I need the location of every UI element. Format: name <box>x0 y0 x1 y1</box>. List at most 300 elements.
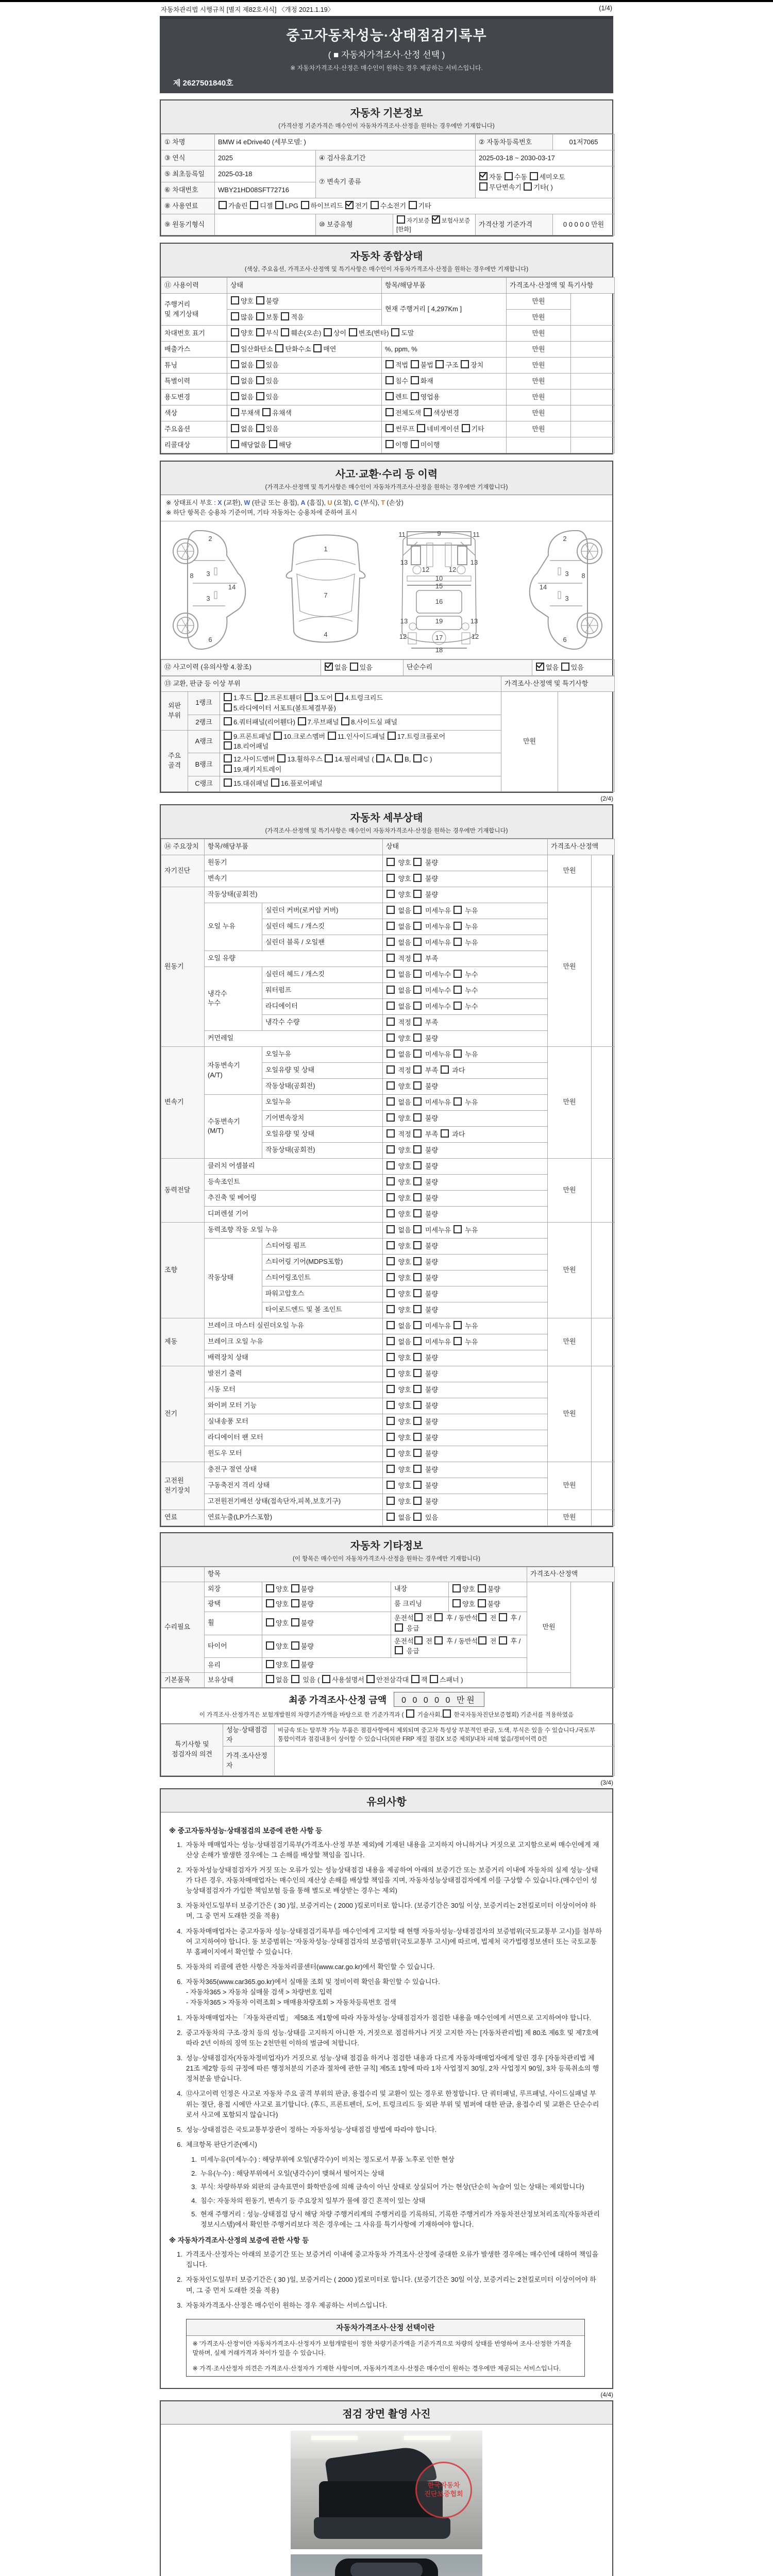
checkbox[interactable] <box>256 424 264 432</box>
value-cell <box>382 421 507 437</box>
checkbox-checked[interactable] <box>345 201 354 209</box>
checkbox[interactable] <box>413 922 422 930</box>
checkbox[interactable] <box>386 1033 395 1042</box>
value-cell <box>161 294 227 326</box>
checkbox[interactable] <box>413 1129 422 1138</box>
cell-line: 주요옵션 <box>164 425 191 433</box>
checkbox[interactable] <box>250 201 258 209</box>
checkbox[interactable] <box>461 360 469 368</box>
checkbox[interactable] <box>313 344 322 352</box>
section-overall-status <box>160 243 613 454</box>
checkbox[interactable] <box>411 1675 419 1683</box>
checkbox[interactable] <box>266 1618 274 1626</box>
panel-number-label: 4 <box>324 630 328 638</box>
checkbox[interactable] <box>413 1177 422 1185</box>
checkbox[interactable] <box>231 312 239 320</box>
checkbox[interactable] <box>386 1385 395 1393</box>
checkbox[interactable] <box>395 1646 403 1654</box>
checkbox[interactable] <box>413 1465 422 1473</box>
checkbox[interactable] <box>397 215 405 224</box>
checkbox[interactable] <box>386 1481 395 1489</box>
checkbox[interactable] <box>275 344 283 352</box>
cell-line: 만원 <box>532 329 545 337</box>
panel-number-label: 1 <box>324 545 328 553</box>
section-basic-info <box>160 99 613 236</box>
checkbox[interactable] <box>441 1065 449 1074</box>
checkbox[interactable] <box>385 376 394 384</box>
checkbox[interactable] <box>530 172 538 180</box>
checkbox[interactable] <box>386 1353 395 1361</box>
checkbox[interactable] <box>443 1709 451 1718</box>
cell-line: ① 차명 <box>164 138 186 146</box>
checkbox[interactable] <box>453 906 462 914</box>
value-cell <box>205 1174 383 1190</box>
checkbox[interactable] <box>386 970 395 978</box>
value-cell <box>161 358 227 374</box>
checkbox[interactable] <box>385 392 394 400</box>
checkbox[interactable] <box>452 1584 461 1592</box>
checkbox[interactable] <box>385 440 394 448</box>
checkbox[interactable] <box>386 1337 395 1345</box>
value-cell <box>383 1110 548 1126</box>
checkbox[interactable] <box>291 1641 299 1650</box>
table-row <box>161 659 615 675</box>
checkbox[interactable] <box>224 765 232 773</box>
checkbox[interactable] <box>413 970 422 978</box>
checkbox[interactable] <box>413 1241 422 1249</box>
checkbox[interactable] <box>386 858 395 866</box>
accident-notes <box>161 495 612 521</box>
checkbox[interactable] <box>561 663 569 671</box>
cell-line: 추진축 및 베어링 <box>208 1194 257 1202</box>
checkbox[interactable] <box>413 754 422 762</box>
checkbox-checked[interactable] <box>432 215 440 224</box>
value-cell <box>548 1222 592 1318</box>
checkbox[interactable] <box>478 1599 486 1607</box>
checkbox[interactable] <box>386 1465 395 1473</box>
notice-item-number: 2. <box>177 2028 182 2037</box>
value-cell <box>227 437 382 453</box>
checkbox[interactable] <box>505 172 513 180</box>
checkbox[interactable] <box>386 1097 395 1106</box>
checkbox[interactable] <box>411 440 419 448</box>
checkbox[interactable] <box>271 778 279 787</box>
checkbox[interactable] <box>274 732 282 740</box>
value-cell <box>262 998 383 1014</box>
value-cell <box>571 421 615 437</box>
checkbox[interactable] <box>305 693 313 701</box>
checkbox[interactable] <box>256 296 264 304</box>
checkbox[interactable] <box>386 1433 395 1441</box>
checkbox[interactable] <box>255 693 263 701</box>
checkbox[interactable] <box>371 201 379 209</box>
checkbox[interactable] <box>231 328 239 336</box>
checkbox[interactable] <box>391 328 399 336</box>
value-cell <box>383 982 548 998</box>
checkbox[interactable] <box>386 938 395 946</box>
price-definition-line: ※ '가격조사·산정'이란 자동차가격조사·산정자가 보험개발원이 정한 차량기준가액을 기준가격으로 차량의 상태를 반영하여 조사·산정한 가격을 말하며, 실제 거래가격과 차이가 있을 수 있습니다. <box>192 2340 572 2357</box>
checkbox[interactable] <box>411 376 419 384</box>
checkbox[interactable] <box>478 1584 486 1592</box>
checkbox[interactable] <box>219 201 227 209</box>
table-row <box>161 134 615 150</box>
checkbox[interactable] <box>478 1636 486 1645</box>
table-row <box>161 1334 615 1350</box>
value-cell <box>215 166 316 182</box>
checkbox[interactable] <box>322 1675 330 1683</box>
checkbox[interactable] <box>413 1225 422 1233</box>
checkbox[interactable] <box>386 1177 395 1185</box>
value-cell <box>571 374 615 389</box>
checkbox[interactable] <box>452 1599 461 1607</box>
checkbox[interactable] <box>266 1660 274 1668</box>
cell-line: 양호 불량 <box>386 1113 544 1124</box>
checkbox[interactable] <box>291 1584 299 1592</box>
value-cell <box>507 437 571 453</box>
value-cell <box>507 326 571 342</box>
notice-item-text: 누유(누수) : 해당부위에서 오일(냉각수)이 맺혀서 떨어지는 상태 <box>200 2169 384 2177</box>
checkbox[interactable] <box>386 874 395 882</box>
checkbox[interactable] <box>328 732 336 740</box>
checkbox[interactable] <box>430 1675 438 1683</box>
checkbox[interactable] <box>386 1081 395 1090</box>
cell-line: 룸 크리닝 <box>394 1600 422 1608</box>
checkbox[interactable] <box>386 906 395 914</box>
checkbox[interactable] <box>406 1709 414 1718</box>
checkbox[interactable] <box>413 858 422 866</box>
checkbox[interactable] <box>413 1353 422 1361</box>
checkbox[interactable] <box>413 1145 422 1154</box>
checkbox[interactable] <box>291 1618 299 1626</box>
checkbox[interactable] <box>224 754 232 762</box>
checkbox[interactable] <box>386 1289 395 1297</box>
checkbox[interactable] <box>231 408 239 416</box>
checkbox[interactable] <box>256 392 264 400</box>
checkbox[interactable] <box>413 1257 422 1265</box>
checkbox[interactable] <box>256 360 264 368</box>
panel-number-label: 12 <box>399 632 407 640</box>
value-cell <box>383 1190 548 1206</box>
checkbox[interactable] <box>266 1599 274 1607</box>
checkbox[interactable] <box>524 182 532 191</box>
checkbox[interactable] <box>262 408 271 416</box>
checkbox[interactable] <box>413 1513 422 1521</box>
checkbox[interactable] <box>266 1675 274 1683</box>
checkbox[interactable] <box>453 1225 462 1233</box>
table-row <box>161 1673 615 1688</box>
checkbox[interactable] <box>453 1049 462 1058</box>
checkbox[interactable] <box>413 1065 422 1074</box>
checkbox[interactable] <box>413 1369 422 1377</box>
value-cell <box>262 1635 391 1658</box>
checkbox[interactable] <box>413 1449 422 1457</box>
checkbox[interactable] <box>231 392 239 400</box>
checkbox[interactable] <box>386 1049 395 1058</box>
checkbox[interactable] <box>231 424 239 432</box>
cell-line: 라디에이터 팬 모터 <box>208 1433 263 1442</box>
checkbox[interactable] <box>224 703 232 711</box>
checkbox[interactable] <box>386 922 395 930</box>
checkbox[interactable] <box>453 1097 462 1106</box>
cell-line: 없음 있음 <box>230 424 378 434</box>
checkbox[interactable] <box>413 954 422 962</box>
cell-line: 스티어링 펌프 <box>265 1242 306 1250</box>
checkbox[interactable] <box>341 717 349 725</box>
cell-line: 없음 미세누유 누유 <box>386 1097 544 1108</box>
checkbox[interactable] <box>256 376 264 384</box>
cell-line: 원동기 <box>164 962 184 970</box>
cell-line: 침수 화재 <box>385 376 503 386</box>
checkbox-checked[interactable] <box>479 172 488 180</box>
checkbox[interactable] <box>414 1636 423 1645</box>
checkbox[interactable] <box>256 312 264 320</box>
checkbox[interactable] <box>424 408 432 416</box>
value-cell <box>383 1398 548 1414</box>
notice-item-number: 1. <box>177 1840 182 1849</box>
cell-line: 동력전달 <box>164 1185 191 1194</box>
checkbox[interactable] <box>386 1257 395 1265</box>
checkbox[interactable] <box>386 1449 395 1457</box>
checkbox[interactable] <box>386 1225 395 1233</box>
cell-line: 적정 부족 <box>386 954 544 964</box>
checkbox[interactable] <box>231 376 239 384</box>
cell-line: 튜닝 <box>164 361 178 369</box>
checkbox[interactable] <box>453 922 462 930</box>
panel-number-label: 13 <box>400 617 408 625</box>
cell-line: 자기진단 <box>164 866 191 874</box>
checkbox[interactable] <box>386 1241 395 1249</box>
cell-line: 없음 미세누수 누수 <box>386 970 544 980</box>
checkbox[interactable] <box>441 1129 449 1138</box>
checkbox[interactable] <box>224 717 232 725</box>
notice-item <box>169 2249 602 2270</box>
checkbox[interactable] <box>453 1002 462 1010</box>
checkbox[interactable] <box>409 201 417 209</box>
checkbox[interactable] <box>417 424 425 432</box>
checkbox[interactable] <box>413 1018 422 1026</box>
checkbox[interactable] <box>453 1337 462 1345</box>
car-diagram-shape <box>181 618 186 625</box>
checkbox[interactable] <box>413 1033 422 1042</box>
status-code-legend: ※ 상태표시 부호 : X (교환), W (판금 또는 용접), A (흠집), U (요철), C (부식), T (손상) <box>166 499 404 507</box>
final-price-value: 0 0 0 0 0 만원 <box>394 1692 484 1707</box>
cell-line: 만원 <box>563 1481 576 1489</box>
checkbox[interactable] <box>386 1002 395 1010</box>
checkbox[interactable] <box>453 970 462 978</box>
checkbox[interactable] <box>388 732 396 740</box>
checkbox[interactable] <box>386 1145 395 1154</box>
cell-line: 만원 <box>532 313 545 321</box>
checkbox[interactable] <box>413 1097 422 1106</box>
checkbox[interactable] <box>413 1081 422 1090</box>
checkbox[interactable] <box>266 1641 274 1650</box>
checkbox[interactable] <box>277 754 285 762</box>
checkbox[interactable] <box>291 1675 299 1683</box>
checkbox[interactable] <box>413 874 422 882</box>
checkbox[interactable] <box>224 732 232 740</box>
value-cell <box>262 1658 527 1673</box>
checkbox[interactable] <box>224 693 232 701</box>
cell-line: 만원 <box>563 1265 576 1274</box>
panel-number-label: 19 <box>435 617 443 625</box>
checkbox[interactable] <box>413 1337 422 1345</box>
checkbox[interactable] <box>413 1289 422 1297</box>
checkbox[interactable] <box>275 201 283 209</box>
checkbox[interactable] <box>266 1584 274 1592</box>
checkbox[interactable] <box>386 1113 395 1122</box>
checkbox[interactable] <box>414 1613 423 1621</box>
checkbox[interactable] <box>386 1209 395 1217</box>
checkbox[interactable] <box>385 424 394 432</box>
checkbox[interactable] <box>478 1613 486 1621</box>
checkbox[interactable] <box>413 1273 422 1281</box>
value-cell <box>382 374 507 389</box>
value-cell <box>205 967 262 1030</box>
checkbox[interactable] <box>231 344 239 352</box>
cell-line: 양호 불량 <box>386 890 544 900</box>
checkbox[interactable] <box>281 312 289 320</box>
cell-line: 가격·조사산정 <box>226 1751 267 1759</box>
checkbox[interactable] <box>413 986 422 994</box>
checkbox[interactable] <box>386 1321 395 1329</box>
checkbox[interactable] <box>413 1433 422 1441</box>
checkbox[interactable] <box>386 1401 395 1409</box>
checkbox[interactable] <box>434 1613 443 1621</box>
checkbox[interactable] <box>413 1193 422 1201</box>
value-cell <box>507 374 571 389</box>
overall-status-table <box>161 277 612 453</box>
value-cell <box>215 150 316 166</box>
checkbox[interactable] <box>386 954 395 962</box>
checkbox[interactable] <box>386 1193 395 1201</box>
label-cell <box>223 1724 275 1746</box>
cell-line: 오일 유량 <box>208 954 236 962</box>
checkbox[interactable] <box>291 1660 299 1668</box>
checkbox-checked[interactable] <box>536 663 544 671</box>
checkbox[interactable] <box>413 1497 422 1505</box>
checkbox[interactable] <box>386 1417 395 1425</box>
checkbox[interactable] <box>224 778 232 787</box>
checkbox[interactable] <box>386 1305 395 1313</box>
checkbox[interactable] <box>413 1113 422 1122</box>
checkbox[interactable] <box>256 328 264 336</box>
cell-line: 양호 불량 <box>386 1401 544 1411</box>
notice-item-text: 자동차인도일부터 보증기간은 ( 30 )일, 보증거리는 ( 2000 )킬로미터로 합니다. (보증기간은 30일 이상, 보증거리는 2천킬로미터 이상이어야 하며, 그 중 먼저 도래한 것을 적용) <box>186 2276 596 2294</box>
checkbox[interactable] <box>395 754 403 762</box>
value-cell <box>220 730 501 753</box>
checkbox[interactable] <box>413 1321 422 1329</box>
table-row <box>161 1414 615 1430</box>
checkbox[interactable] <box>413 1481 422 1489</box>
checkbox[interactable] <box>413 938 422 946</box>
checkbox[interactable] <box>386 1161 395 1170</box>
checkbox[interactable] <box>325 754 333 762</box>
checkbox[interactable] <box>291 1599 299 1607</box>
value-cell <box>205 951 383 967</box>
cell-line: A랭크 <box>195 737 213 745</box>
checkbox[interactable] <box>413 890 422 898</box>
checkbox[interactable] <box>366 1675 375 1683</box>
panel-number-label: 3 <box>565 594 569 602</box>
notice-item <box>169 1962 602 1972</box>
checkbox[interactable] <box>224 741 232 750</box>
checkbox[interactable] <box>269 440 277 448</box>
value-cell <box>220 715 501 730</box>
value-cell <box>382 342 507 358</box>
checkbox-checked[interactable] <box>325 663 333 671</box>
checkbox[interactable] <box>413 1002 422 1010</box>
checkbox[interactable] <box>411 392 419 400</box>
checkbox[interactable] <box>413 1417 422 1425</box>
checkbox[interactable] <box>499 1613 507 1621</box>
checkbox[interactable] <box>413 1161 422 1170</box>
checkbox[interactable] <box>413 1049 422 1058</box>
checkbox[interactable] <box>413 1305 422 1313</box>
label-cell <box>507 278 615 294</box>
checkbox[interactable] <box>453 986 462 994</box>
checkbox[interactable] <box>231 296 239 304</box>
accident-band <box>161 462 612 495</box>
checkbox[interactable] <box>385 360 394 368</box>
checkbox[interactable] <box>413 1209 422 1217</box>
checkbox[interactable] <box>386 1273 395 1281</box>
checkbox[interactable] <box>479 182 488 191</box>
checkbox[interactable] <box>413 1385 422 1393</box>
checkbox[interactable] <box>413 1401 422 1409</box>
checkbox[interactable] <box>386 890 395 898</box>
checkbox[interactable] <box>386 1065 395 1074</box>
checkbox[interactable] <box>386 1513 395 1521</box>
checkbox[interactable] <box>386 1129 395 1138</box>
checkbox[interactable] <box>386 986 395 994</box>
checkbox[interactable] <box>453 938 462 946</box>
checkbox[interactable] <box>335 693 343 701</box>
checkbox[interactable] <box>386 1497 395 1505</box>
checkbox[interactable] <box>434 1636 443 1645</box>
checkbox[interactable] <box>231 440 239 448</box>
checkbox[interactable] <box>453 1321 462 1329</box>
checkbox[interactable] <box>413 906 422 914</box>
checkbox[interactable] <box>324 328 332 336</box>
value-cell <box>592 1046 615 1158</box>
checkbox[interactable] <box>350 663 358 671</box>
value-cell <box>205 1494 383 1510</box>
form-law-reference: 자동차관리법 시행규칙 [별지 제82호서식] 〈개정 2021.1.19〉 <box>161 6 334 13</box>
checkbox[interactable] <box>386 1018 395 1026</box>
checkbox[interactable] <box>395 1623 403 1632</box>
value-cell <box>161 342 227 358</box>
checkbox[interactable] <box>385 408 394 416</box>
value-cell <box>383 1126 548 1142</box>
checkbox[interactable] <box>376 754 384 762</box>
panel-number-label: 13 <box>470 617 478 625</box>
checkbox[interactable] <box>386 1369 395 1377</box>
checkbox[interactable] <box>301 201 309 209</box>
notice-subheading: ※ 자동차가격조사·산정의 보증에 관한 사항 등 <box>169 2236 309 2245</box>
form-subtitle: ( ■ 자동차가격조사·산정 선택 ) <box>328 50 445 60</box>
checkbox[interactable] <box>231 360 239 368</box>
notice-item-number: 6. <box>177 1978 182 1986</box>
checkbox[interactable] <box>411 360 419 368</box>
value-cell <box>383 1094 548 1110</box>
cell-line: 양호 불량 <box>265 1641 388 1652</box>
checkbox[interactable] <box>298 717 306 725</box>
checkbox[interactable] <box>349 328 357 336</box>
checkbox[interactable] <box>462 424 470 432</box>
checkbox[interactable] <box>499 1636 507 1645</box>
checkbox[interactable] <box>281 328 289 336</box>
checkbox[interactable] <box>435 360 444 368</box>
